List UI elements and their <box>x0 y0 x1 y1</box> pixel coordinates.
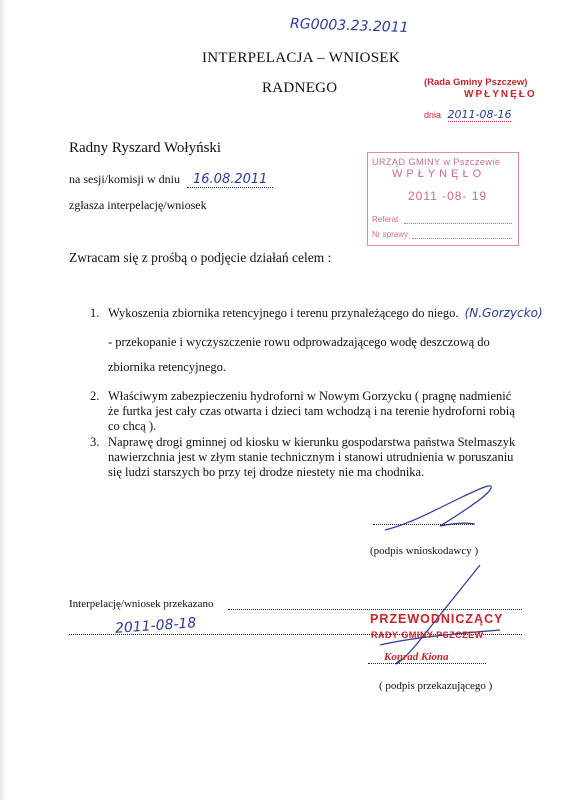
council-stamp-name: (Rada Gminy Pszczew) <box>424 77 528 88</box>
applicant-signature <box>380 480 510 540</box>
forwarded-label: Interpelację/wniosek przekazano <box>69 598 214 610</box>
office-stamp-received: WPŁYNĘŁO <box>392 168 486 180</box>
reference-number: RG0003.23.2011 <box>289 15 409 37</box>
submits-label: zgłasza interpelację/wniosek <box>69 198 207 212</box>
applicant-signature-line <box>373 524 473 525</box>
item-text: Wykoszenia zbiornika retencyjnego i terenu przynależącego do niego. <box>108 306 459 320</box>
councillor-name: Radny Ryszard Wołyński <box>69 140 222 156</box>
session-date: 16.08.2011 <box>187 172 273 188</box>
document-subtitle: RADNEGO <box>262 80 338 96</box>
forwarder-signature-label: ( podpis przekazującego ) <box>379 680 493 692</box>
scan-edge <box>0 0 6 800</box>
session-row <box>69 172 273 188</box>
request-intro: Zwracam się z prośbą o podjęcie działań celem : <box>69 250 332 265</box>
item-text: że furtka jest cały czas otwarta i dzieci tam wchodzą i na terenie hydroforni robią <box>108 404 515 418</box>
list-item-extra: - przekopanie i wyczyszczenie rowu odprowadzającego wodę deszczową do <box>108 335 490 349</box>
council-stamp-date-value: 2011-08-16 <box>447 108 512 121</box>
office-stamp-field-case: Nr sprawy <box>372 230 409 239</box>
forwarded-row <box>69 598 213 610</box>
list-item-extra: zbiornika retencyjnego. <box>108 360 227 374</box>
chairman-stamp-title: PRZEWODNICZĄCY <box>370 612 504 626</box>
forwarded-date: 2011-08-18 <box>114 615 197 637</box>
item-number: 3. <box>90 435 100 449</box>
council-stamp-received: WPŁYNĘŁO <box>464 89 537 100</box>
item-number: 1. <box>90 306 100 320</box>
office-stamp-date: 2011 -08- 19 <box>408 189 488 203</box>
council-stamp-date-label: dnia <box>424 110 442 120</box>
item-text: co chcą ). <box>108 419 157 433</box>
council-received-stamp <box>424 77 574 121</box>
office-stamp-name: URZĄD GMINY w Pszczewie <box>372 157 501 167</box>
item-hand-note: (N.Gorzycko) <box>464 306 543 320</box>
document-title: INTERPELACJA – WNIOSEK <box>202 50 400 66</box>
applicant-signature-label: (podpis wnioskodawcy ) <box>370 545 479 557</box>
office-stamp-field-referat: Referat <box>372 215 399 224</box>
council-stamp-date-row <box>424 108 574 121</box>
office-received-stamp <box>367 152 519 246</box>
item-text: nawierzchnia jest w złym stanie technicznym i stanowi utrudnienia w poruszaniu <box>108 450 514 464</box>
item-number: 2. <box>90 389 100 403</box>
item-text: się ludzi starszych bo przy tej drodze niestety nie ma chodnika. <box>108 465 425 479</box>
forwarder-signature-line <box>368 663 486 664</box>
list-item <box>90 435 515 480</box>
item-text: Naprawę drogi gminnej od kiosku w kierunku gospodarstwa państwa Stelmaszyk <box>108 435 516 449</box>
chairman-stamp-name: Konrad Kiona <box>384 651 449 663</box>
list-item <box>90 306 543 321</box>
item-text: Właściwym zabezpieczeniu hydroforni w Nowym Gorzycku ( pragnę nadmienić <box>108 389 512 403</box>
list-item <box>90 389 515 434</box>
session-label: na sesji/komisji w dniu <box>69 172 180 186</box>
chairman-stamp-council: RADY GMINY PSZCZEW <box>371 630 484 640</box>
